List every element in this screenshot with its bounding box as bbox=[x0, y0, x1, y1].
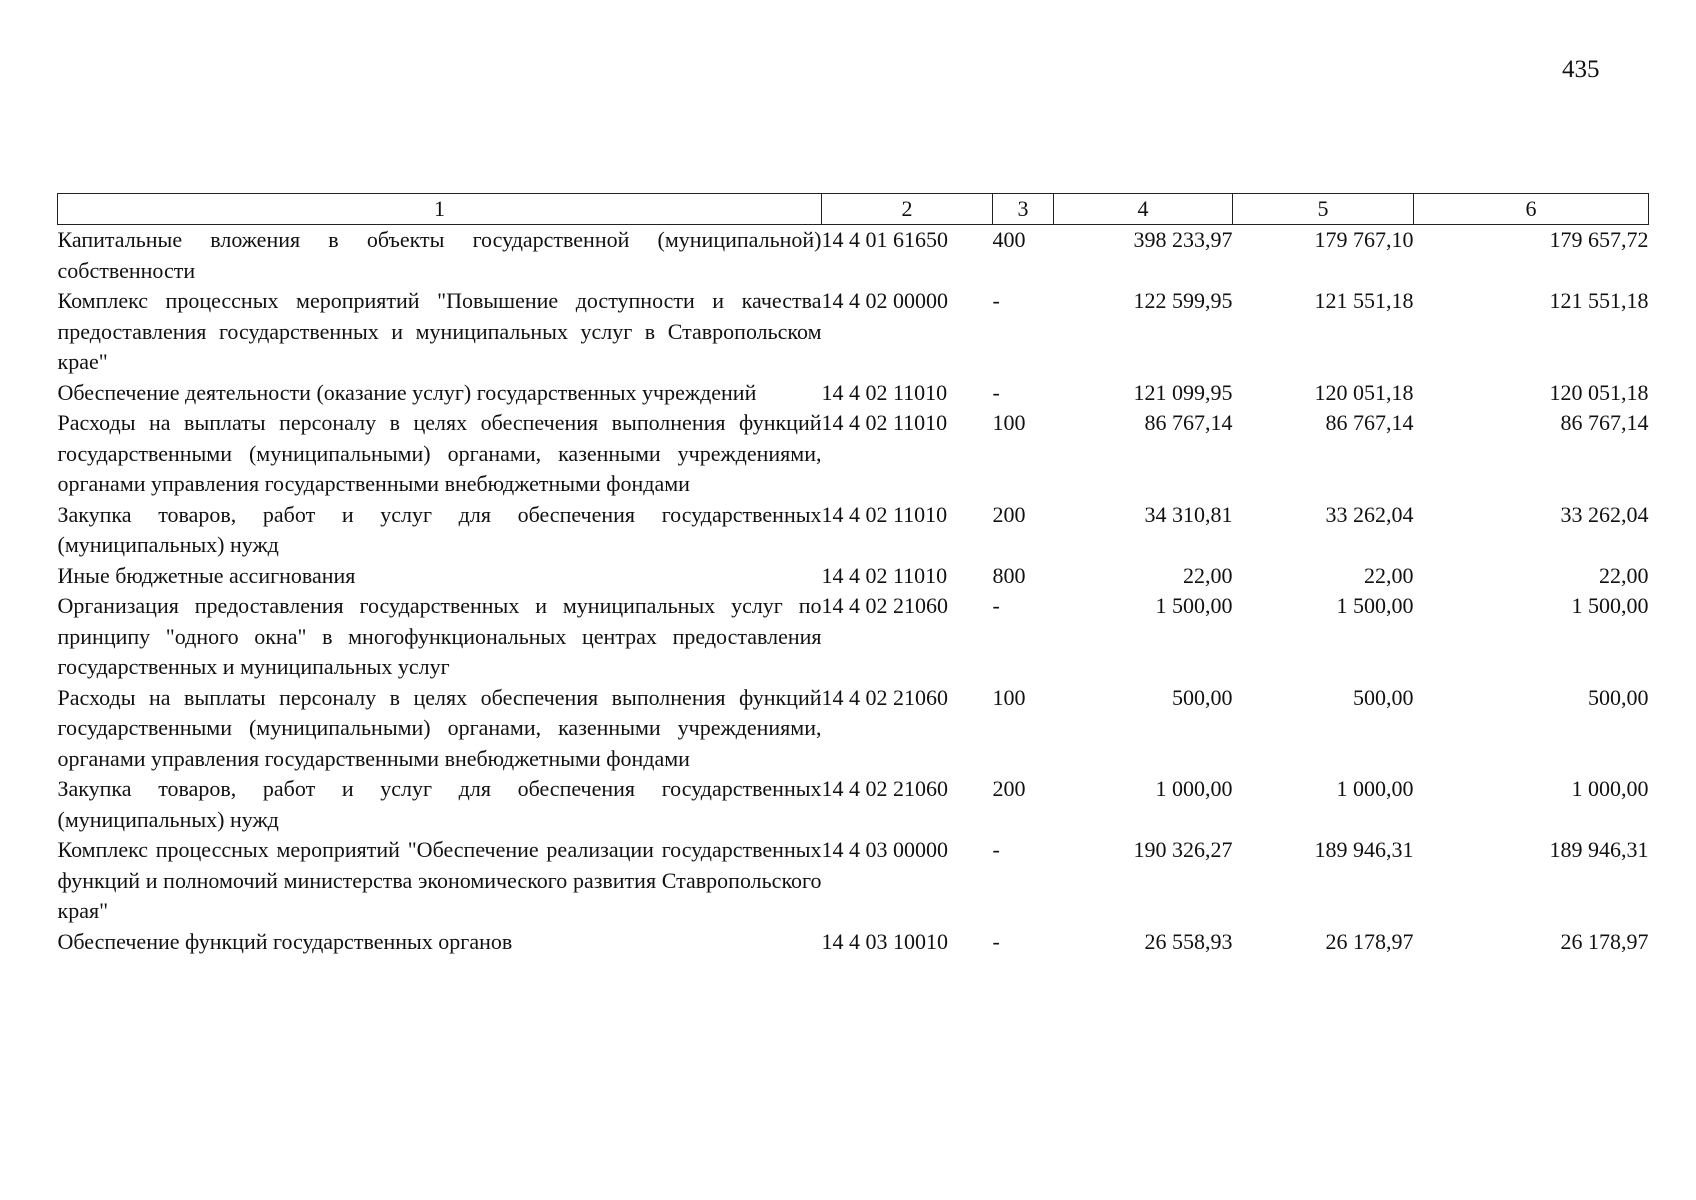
row-name: Комплекс процессных мероприятий "Обеспечение реализации государственных функций и полномочий министерства экономического развития Ставропольского края" bbox=[57, 837, 822, 923]
row-name: Закупка товаров, работ и услуг для обеспечения государственных (муниципальных) нужд bbox=[57, 776, 822, 832]
table-row bbox=[58, 500, 1649, 561]
row-value-col4: 26 558,93 bbox=[1144, 928, 1233, 954]
row-value-col4: 122 599,95 bbox=[1133, 288, 1233, 313]
row-value-col4: 1 500,00 bbox=[1155, 593, 1233, 618]
row-value-col5: 33 262,04 bbox=[1325, 501, 1414, 527]
table-row bbox=[58, 561, 1649, 592]
row-expense-type: 200 bbox=[992, 776, 1026, 801]
row-value-col4: 86 767,14 bbox=[1144, 410, 1233, 435]
row-value-col5: 120 051,18 bbox=[1314, 379, 1414, 405]
row-value-col6: 121 551,18 bbox=[1549, 288, 1649, 313]
budget-table bbox=[57, 193, 1649, 957]
row-value-col6: 120 051,18 bbox=[1549, 379, 1649, 405]
col-header-5: 5 bbox=[1233, 194, 1414, 225]
page-number: 435 bbox=[1562, 56, 1600, 83]
row-code: 14 4 03 00000 bbox=[821, 837, 948, 862]
row-name: Организация предоставления государственных и муниципальных услуг по принципу "одного окна" в многофункциональных центрах предоставления государственных и муниципальных услуг bbox=[57, 593, 822, 679]
row-expense-type: 100 bbox=[992, 410, 1026, 435]
row-code: 14 4 02 11010 bbox=[821, 410, 948, 435]
table-row bbox=[58, 225, 1649, 287]
row-name: Обеспечение функций государственных органов bbox=[57, 928, 513, 954]
table-row bbox=[58, 774, 1649, 835]
row-expense-type: - bbox=[992, 379, 1000, 405]
table-row bbox=[58, 683, 1649, 775]
row-code: 14 4 02 21060 bbox=[821, 776, 948, 801]
row-code: 14 4 03 10010 bbox=[821, 928, 948, 954]
table-row bbox=[58, 286, 1649, 378]
row-expense-type: 100 bbox=[992, 684, 1026, 710]
row-name: Расходы на выплаты персоналу в целях обеспечения выполнения функций государственными (муниципальными) органами, казенными учреждениями, органами управления государственными внебюджетными фондами bbox=[57, 684, 822, 771]
row-value-col6: 1 500,00 bbox=[1571, 593, 1649, 618]
row-expense-type: 400 bbox=[992, 227, 1026, 252]
row-value-col5: 22,00 bbox=[1364, 562, 1414, 588]
col-header-6: 6 bbox=[1414, 194, 1649, 225]
row-value-col4: 500,00 bbox=[1172, 684, 1233, 710]
row-value-col5: 179 767,10 bbox=[1314, 227, 1414, 252]
row-code: 14 4 02 11010 bbox=[821, 379, 948, 405]
row-value-col6: 26 178,97 bbox=[1560, 928, 1649, 954]
row-name: Закупка товаров, работ и услуг для обеспечения государственных (муниципальных) нужд bbox=[57, 501, 822, 557]
table-row bbox=[58, 835, 1649, 927]
row-value-col4: 22,00 bbox=[1183, 562, 1233, 588]
row-value-col5: 121 551,18 bbox=[1314, 288, 1414, 313]
row-value-col4: 1 000,00 bbox=[1155, 776, 1233, 801]
row-value-col6: 33 262,04 bbox=[1560, 501, 1649, 527]
row-value-col4: 398 233,97 bbox=[1133, 227, 1233, 252]
row-expense-type: 800 bbox=[992, 562, 1026, 588]
row-value-col4: 121 099,95 bbox=[1133, 379, 1233, 405]
col-header-1: 1 bbox=[58, 194, 822, 225]
col-header-4: 4 bbox=[1054, 194, 1233, 225]
row-code: 14 4 02 11010 bbox=[821, 562, 948, 588]
row-value-col5: 1 500,00 bbox=[1336, 593, 1414, 618]
row-expense-type: - bbox=[992, 593, 1000, 618]
row-code: 14 4 02 11010 bbox=[821, 501, 948, 527]
row-value-col5: 26 178,97 bbox=[1325, 928, 1414, 954]
row-name: Обеспечение деятельности (оказание услуг) государственных учреждений bbox=[57, 379, 757, 405]
row-value-col6: 189 946,31 bbox=[1549, 837, 1649, 862]
row-name: Иные бюджетные ассигнования bbox=[57, 562, 356, 588]
row-expense-type: - bbox=[992, 288, 1000, 313]
col-header-2: 2 bbox=[822, 194, 993, 225]
row-code: 14 4 02 00000 bbox=[821, 288, 948, 313]
row-value-col6: 22,00 bbox=[1599, 562, 1649, 588]
row-expense-type: - bbox=[992, 928, 1000, 954]
row-code: 14 4 02 21060 bbox=[821, 684, 948, 710]
table-row bbox=[58, 408, 1649, 500]
row-value-col6: 1 000,00 bbox=[1571, 776, 1649, 801]
row-name: Расходы на выплаты персоналу в целях обеспечения выполнения функций государственными (муниципальными) органами, казенными учреждениями, органами управления государственными внебюджетными фондами bbox=[57, 410, 822, 496]
row-value-col5: 500,00 bbox=[1353, 684, 1414, 710]
table-row bbox=[58, 927, 1649, 958]
row-value-col6: 179 657,72 bbox=[1549, 227, 1649, 252]
row-value-col6: 500,00 bbox=[1588, 684, 1649, 710]
table-row bbox=[58, 591, 1649, 683]
row-value-col5: 189 946,31 bbox=[1314, 837, 1414, 862]
row-code: 14 4 02 21060 bbox=[821, 593, 948, 618]
row-value-col4: 190 326,27 bbox=[1133, 837, 1233, 862]
row-expense-type: 200 bbox=[992, 501, 1026, 527]
row-code: 14 4 01 61650 bbox=[821, 227, 948, 252]
row-value-col5: 1 000,00 bbox=[1336, 776, 1414, 801]
header-row bbox=[58, 194, 1649, 225]
row-name: Комплекс процессных мероприятий "Повышение доступности и качества предоставления государственных и муниципальных услуг в Ставропольском крае" bbox=[57, 288, 822, 374]
row-value-col5: 86 767,14 bbox=[1325, 410, 1414, 435]
row-value-col6: 86 767,14 bbox=[1560, 410, 1649, 435]
row-name: Капитальные вложения в объекты государственной (муниципальной) собственности bbox=[57, 227, 822, 283]
row-expense-type: - bbox=[992, 837, 1000, 862]
col-header-3: 3 bbox=[993, 194, 1054, 225]
table-row bbox=[58, 378, 1649, 409]
row-value-col4: 34 310,81 bbox=[1144, 501, 1233, 527]
